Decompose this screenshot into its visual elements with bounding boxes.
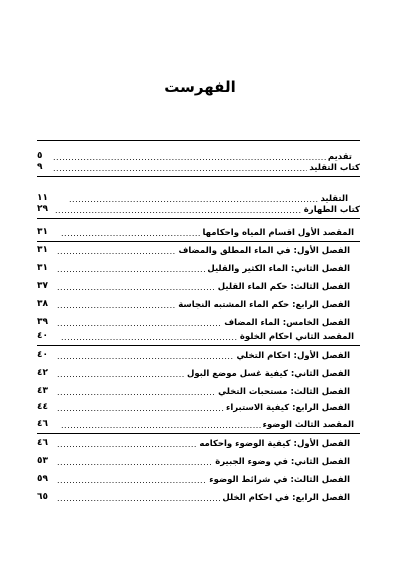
toc-entry <box>37 162 360 177</box>
toc-entry-page-number: ٢٩ <box>37 204 48 214</box>
toc-entry-page-number: ٤٤ <box>37 402 48 412</box>
dot-leader <box>57 493 220 504</box>
dot-leader <box>57 264 205 275</box>
toc-entry-page-number: ٣٩ <box>37 317 48 327</box>
dot-leader <box>57 457 213 468</box>
table-of-contents <box>37 140 360 506</box>
toc-entry <box>37 452 360 470</box>
dot-leader <box>61 420 261 431</box>
toc-entry <box>37 242 360 259</box>
page-title: الفهرست <box>164 78 236 96</box>
toc-entry <box>37 434 360 452</box>
toc-entry <box>37 346 360 364</box>
dot-leader <box>55 205 302 216</box>
toc-entry-page-number: ٤٣ <box>37 386 48 396</box>
dot-leader <box>57 439 197 450</box>
toc-entry <box>37 177 360 207</box>
toc-entry <box>37 277 360 295</box>
dot-leader <box>57 387 216 398</box>
toc-entry-page-number: ٣١ <box>37 245 48 255</box>
toc-entry-title: الفصل الخامس: الماء المضاف <box>224 318 350 328</box>
toc-entry <box>37 488 360 506</box>
toc-entry-title: الفصل الأول: كيفية الوضوء واحكامه <box>199 439 350 449</box>
dot-leader <box>61 228 200 239</box>
dot-leader <box>61 332 238 343</box>
toc-entry <box>37 416 360 434</box>
toc-entry-title: المقصد الثاني احكام الخلوة <box>239 332 354 342</box>
toc-entry <box>37 219 360 242</box>
toc-entry-title: الفصل الثالث: مستحبات التخلي <box>218 387 350 397</box>
toc-entry-title: الفصل الرابع: حكم الماء المشتبه النجاسة <box>178 300 350 310</box>
toc-entry-page-number: ٦٥ <box>37 492 48 502</box>
toc-entry-title: كتاب التقليد <box>309 163 360 173</box>
toc-entry-title: الفصل الأول: في الماء المطلق والمضاف <box>178 246 350 256</box>
toc-entry-page-number: ٣١ <box>37 263 48 273</box>
dot-leader <box>57 475 207 486</box>
dot-leader <box>57 403 224 414</box>
toc-entry-title: كتاب الطهارة <box>303 205 360 215</box>
toc-entry <box>37 382 360 400</box>
toc-entry-title: الفصل الثالث: في شرائط الوضوء <box>209 475 350 485</box>
toc-entry-title: الفصل الثاني: الماء الكثير والقليل <box>207 264 350 274</box>
dot-leader <box>57 300 176 311</box>
dot-leader <box>53 152 326 163</box>
toc-entry <box>37 400 360 416</box>
toc-entry-title: الفصل الأول: احكام التخلي <box>236 351 350 361</box>
toc-entry <box>37 313 360 331</box>
toc-entry-title: الفصل الرابع: في احكام الخلل <box>222 493 350 503</box>
toc-entry <box>37 331 360 346</box>
dot-leader <box>57 282 216 293</box>
toc-entry-page-number: ٣٨ <box>37 299 48 309</box>
dot-leader <box>57 369 185 380</box>
toc-entry-title: الفصل الثاني: كيفية غسل موضع البول <box>186 369 350 379</box>
toc-entry <box>37 141 360 165</box>
toc-entry-page-number: ٥٩ <box>37 474 48 484</box>
toc-entry-page-number: ٥٣ <box>37 456 48 466</box>
toc-entry-page-number: ١١ <box>37 193 48 203</box>
toc-entry-page-number: ٥ <box>37 151 43 161</box>
toc-entry-title: الفصل الرابع: كيفية الاستبراء <box>225 403 350 413</box>
toc-entry-title: الفصل الثالث: حكم الماء القليل <box>217 282 350 292</box>
toc-entry <box>37 204 360 219</box>
toc-entry-page-number: ٤٠ <box>37 350 48 360</box>
toc-entry-page-number: ٤٠ <box>37 331 48 341</box>
toc-entry-title: المقصد الثالث الوضوء <box>262 420 354 430</box>
toc-entry <box>37 259 360 277</box>
toc-entry-title: التقليد <box>320 194 348 204</box>
toc-entry-page-number: ٩ <box>37 162 43 172</box>
toc-entry-page-number: ٤٢ <box>37 368 48 378</box>
toc-entry <box>37 470 360 488</box>
dot-leader <box>57 246 176 257</box>
toc-entry-page-number: ٤٦ <box>37 419 48 429</box>
toc-entry <box>37 364 360 382</box>
toc-entry-title: الفصل الثاني: في وضوء الجبيرة <box>215 457 350 467</box>
dot-leader <box>57 318 222 329</box>
toc-entry-page-number: ٣١ <box>37 227 48 237</box>
toc-entry-page-number: ٤٦ <box>37 438 48 448</box>
toc-entry-page-number: ٣٧ <box>37 281 48 291</box>
dot-leader <box>53 163 307 174</box>
toc-entry-title: تقديم <box>327 152 352 162</box>
toc-entry <box>37 295 360 313</box>
dot-leader <box>69 194 318 205</box>
dot-leader <box>57 351 234 362</box>
toc-entry-title: المقصد الأول اقسام المياه واحكامها <box>202 228 354 238</box>
